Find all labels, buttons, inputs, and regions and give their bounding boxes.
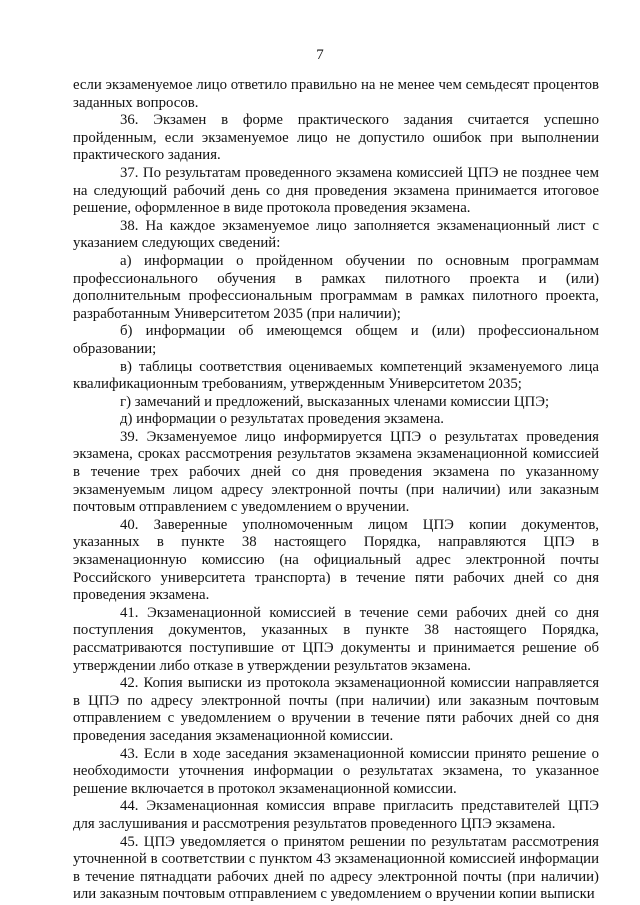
paragraph: 43. Если в ходе заседания экзаменационной комиссии принято решение о необходимости уточнения информации о результатах экзамена, то указанное решение включается в протокол экзаменационной комиссии. [73,745,599,797]
paragraph: в) таблицы соответствия оцениваемых компетенций экзаменуемого лица квалификационным требованиям, утвержденным Университетом 2035; [73,358,599,393]
paragraph: г) замечаний и предложений, высказанных членами комиссии ЦПЭ; [120,393,550,410]
paragraph: 42. Копия выписки из протокола экзаменационной комиссии направляется в ЦПЭ по адресу электронной почты (при наличии) или заказным почтовым отправлением с уведомлением о вручении в течение пяти рабочих дней со дня проведения заседания экзаменационной комиссии. [73,675,599,744]
document-body [73,77,599,904]
paragraph: 45. ЦПЭ уведомляется о принятом решении по результатам рассмотрения уточненной в соответствии с пунктом 43 экзаменационной комиссией информации в течение пятнадцати рабочих дней по адресу электронной почты (при наличии) или заказным почтовым отправлением с уведомлением о вручении копии выписки [73,833,599,903]
page-number: 7 [316,47,324,63]
paragraph: 38. На каждое экзаменуемое лицо заполняется экзаменационный лист с указанием следующих сведений: [73,217,599,252]
paragraph: 41. Экзаменационной комиссией в течение семи рабочих дней со дня поступления документов, указанных в пункте 38 настоящего Порядка, рассматриваются поступившие от ЦПЭ документы и принимается решение об утверждении либо отказе в утверждении результатов экзамена. [73,604,599,674]
paragraph: 39. Экзаменуемое лицо информируется ЦПЭ о результатах проведения экзамена, сроках рассмотрения результатов экзамена экзаменационной комиссией в течение трех рабочих дней со дня проведения экзамена по указанному экзаменуемым лицом адресу электронной почты (при наличии) или заказным почтовым отправлением с уведомлением о вручении. [73,428,599,516]
paragraph: б) информации об имеющемся общем и (или) профессиональном образовании; [73,323,599,357]
paragraph: а) информации о пройденном обучении по основным программам профессионального обучения в рамках пилотного проекта и (или) дополнительным профессиональным программам в рамках пилотного проекта, разработанным Университетом 2035 (при наличии); [73,252,599,322]
paragraph: если экзаменуемое лицо ответило правильно на не менее чем семьдесят процентов заданных вопросов. [73,77,599,111]
paragraph: 37. По результатам проведенного экзамена комиссией ЦПЭ не позднее чем на следующий рабочий день со дня проведения экзамена принимается итоговое решение, оформленное в виде протокола проведения экзамена. [73,164,599,217]
paragraph: 36. Экзамен в форме практического задания считается успешно пройденным, если экзаменуемое лицо не допустило ошибок при выполнении практического задания. [73,112,599,164]
paragraph: д) информации о результатах проведения экзамена. [120,411,444,428]
paragraph: 44. Экзаменационная комиссия вправе пригласить представителей ЦПЭ для заслушивания и рассмотрения результатов проведенного ЦПЭ экзамена. [73,798,599,832]
paragraph: 40. Заверенные уполномоченным лицом ЦПЭ копии документов, указанных в пункте 38 настоящего Порядка, направляются ЦПЭ в экзаменационную комиссию (на официальный адрес электронной почты Российского университета транспорта) в течение пяти рабочих дней со дня проведения экзамена. [73,516,599,604]
